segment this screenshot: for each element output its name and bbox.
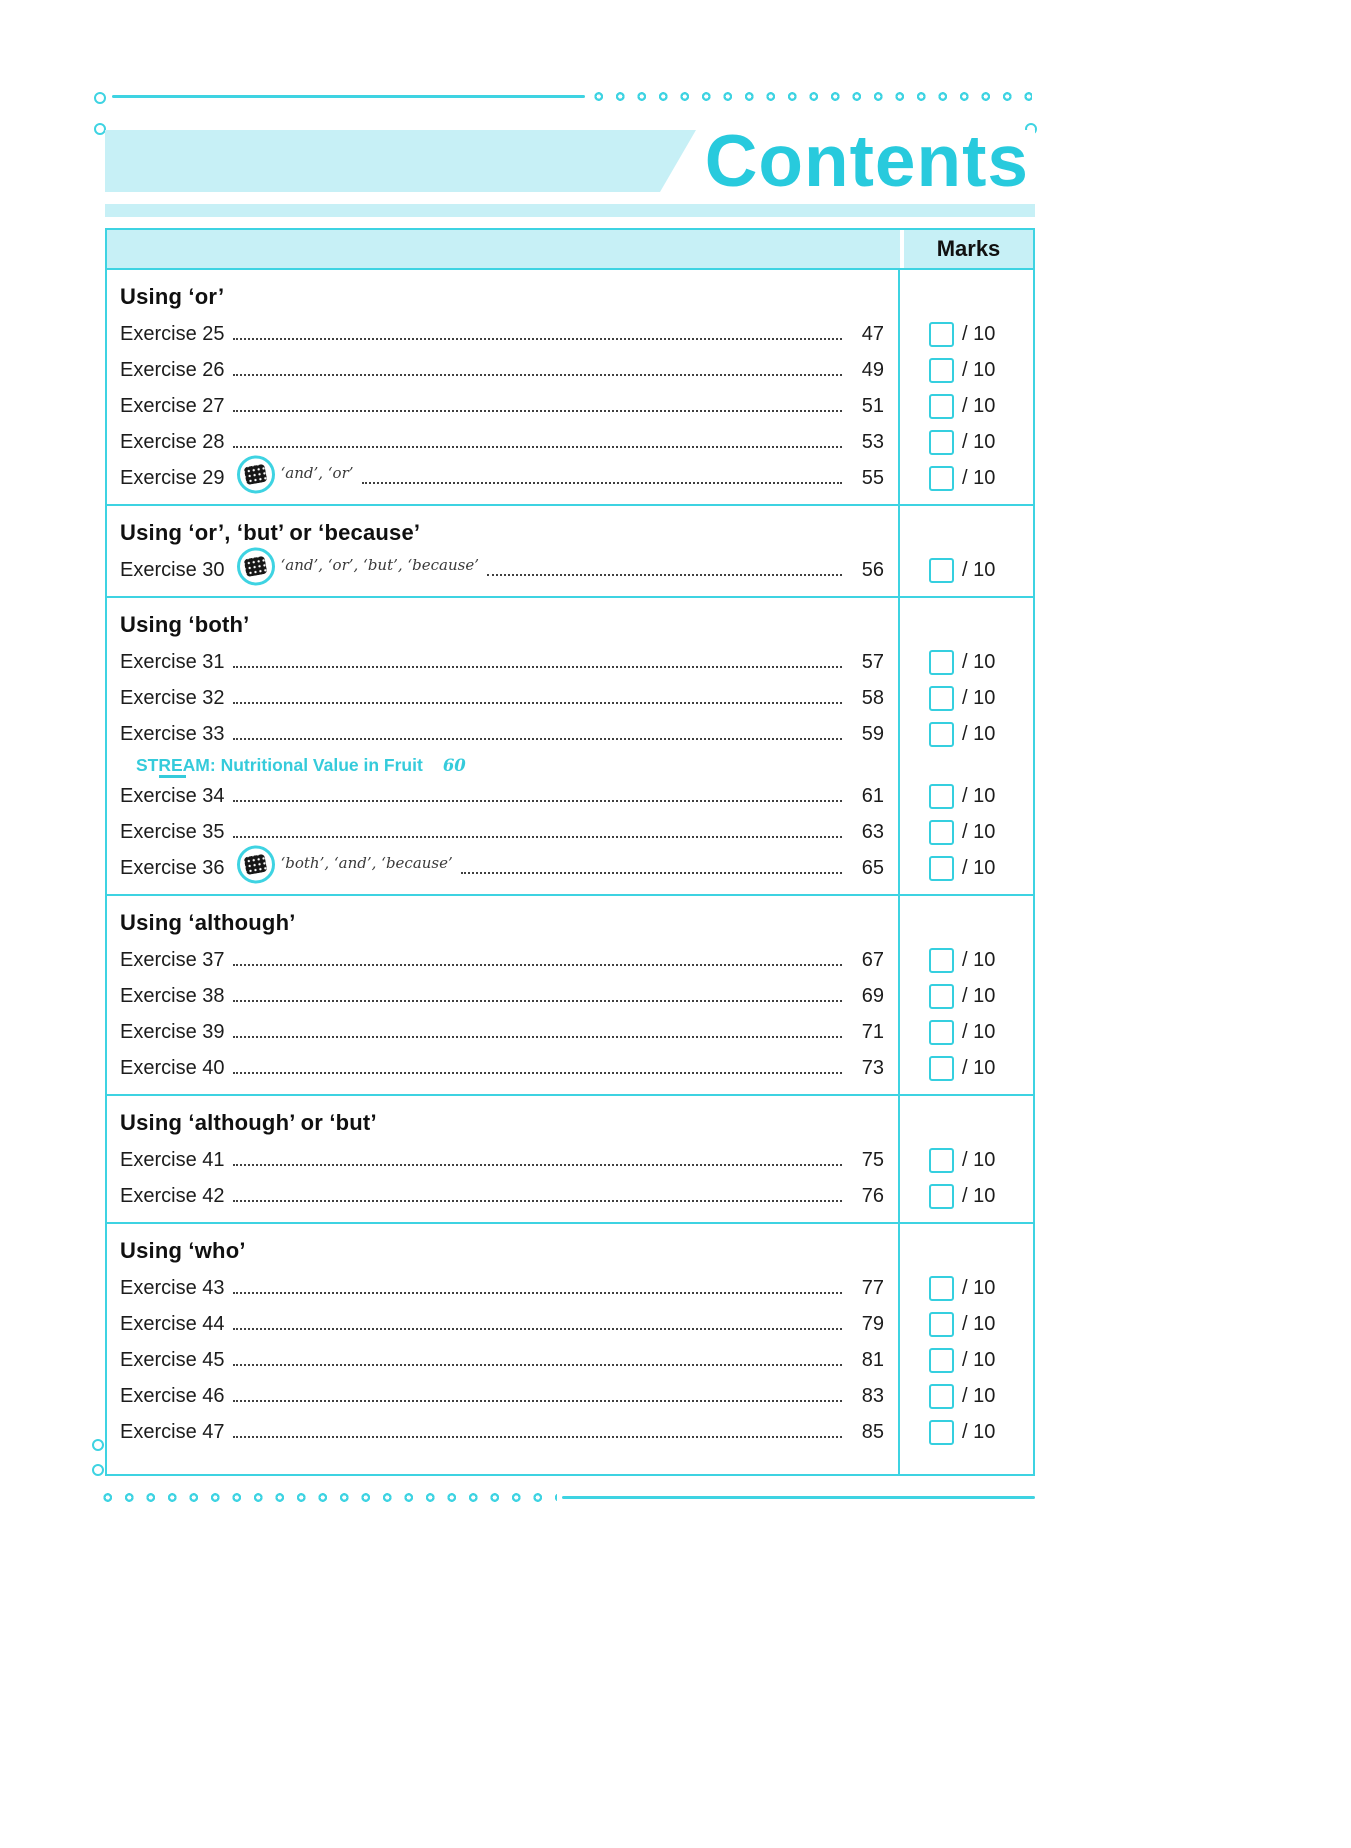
section-heading-row: [107, 1104, 1033, 1142]
exercise-row: [107, 1142, 1033, 1178]
marks-checkbox[interactable]: [929, 430, 954, 455]
marks-checkbox[interactable]: [929, 984, 954, 1009]
table-header-main: [107, 230, 900, 268]
marks-label: / 10: [962, 1312, 996, 1335]
exercise-row: [107, 316, 1033, 352]
marks-cell: [900, 558, 1033, 583]
marks-checkbox[interactable]: [929, 1312, 954, 1337]
marks-label: / 10: [962, 984, 996, 1007]
exercise-label: Exercise 34: [120, 784, 225, 807]
dotted-leader: [233, 1200, 843, 1202]
banner-underline: [105, 204, 1035, 217]
marks-label: / 10: [962, 856, 996, 879]
exercise-label: Exercise 43: [120, 1276, 225, 1299]
marks-checkbox[interactable]: [929, 948, 954, 973]
marks-cell: [900, 466, 1033, 491]
revision-badge-grid-icon: [244, 853, 268, 874]
exercise-label: Exercise 38: [120, 984, 225, 1007]
dotted-leader: [233, 964, 843, 966]
marks-cell: [900, 948, 1033, 973]
marks-checkbox[interactable]: [929, 1384, 954, 1409]
marks-label: / 10: [962, 394, 996, 417]
exercise-row: [107, 1050, 1033, 1086]
exercise-row: [107, 644, 1033, 680]
marks-label: / 10: [962, 430, 996, 453]
page-number: 77: [861, 1276, 884, 1299]
revision-badge-grid-icon: [244, 555, 268, 576]
marks-label: / 10: [962, 1348, 996, 1371]
marks-label: / 10: [962, 820, 996, 843]
marks-cell: [900, 1276, 1033, 1301]
section-heading-cell: [107, 612, 900, 638]
section-heading: Using ‘or’, ‘but’ or ‘because’: [120, 520, 421, 545]
page-number: 69: [861, 984, 884, 1007]
exercise-row: [107, 680, 1033, 716]
marks-cell: [900, 1348, 1033, 1373]
decorative-line-top: [112, 95, 585, 98]
exercise-cell: [107, 1349, 900, 1372]
section-heading: Using ‘or’: [120, 284, 225, 309]
section-heading: Using ‘although’: [120, 910, 296, 935]
exercise-label: Exercise 33: [120, 722, 225, 745]
table-header: [107, 230, 1033, 268]
dotted-leader: [233, 410, 843, 412]
decorative-line-bottom: [562, 1496, 1035, 1499]
exercise-cell: [107, 1313, 900, 1336]
contents-body: [107, 268, 1033, 1474]
exercise-row: [107, 352, 1033, 388]
dotted-leader: [233, 1436, 843, 1438]
dotted-leader: [233, 1164, 843, 1166]
exercise-label: Exercise 42: [120, 1184, 225, 1207]
exercise-label: Exercise 30: [120, 558, 225, 581]
exercise-row: [107, 1014, 1033, 1050]
dotted-leader: [233, 338, 843, 340]
marks-checkbox[interactable]: [929, 558, 954, 583]
toc-section: [107, 894, 1033, 1094]
marks-cell: [900, 820, 1033, 845]
exercise-row: [107, 978, 1033, 1014]
revision-badge: [235, 463, 354, 488]
exercise-label: Exercise 35: [120, 820, 225, 843]
marks-checkbox[interactable]: [929, 1348, 954, 1373]
decorative-dots-bottom: [97, 1492, 557, 1503]
revision-badge: [235, 555, 480, 580]
marks-checkbox[interactable]: [929, 394, 954, 419]
marks-checkbox[interactable]: [929, 1020, 954, 1045]
marks-checkbox[interactable]: [929, 856, 954, 881]
section-heading-row: [107, 606, 1033, 644]
exercise-cell: [107, 1021, 900, 1044]
exercise-cell: [107, 555, 900, 582]
revision-badge-grid-icon: [244, 463, 268, 484]
page-number: 79: [861, 1312, 884, 1335]
page-number: 51: [861, 394, 884, 417]
dotted-leader: [233, 1036, 843, 1038]
marks-cell: [900, 1312, 1033, 1337]
exercise-cell: [107, 431, 900, 454]
stream-row: [107, 752, 1033, 778]
exercise-label: Exercise 27: [120, 394, 225, 417]
page-number: 56: [861, 558, 884, 581]
exercise-cell: [107, 1421, 900, 1444]
toc-section: [107, 268, 1033, 504]
exercise-label: Exercise 40: [120, 1056, 225, 1079]
marks-cell: [900, 1148, 1033, 1173]
exercise-label: Exercise 45: [120, 1348, 225, 1371]
page-number: 71: [861, 1020, 884, 1043]
page-number: 73: [861, 1056, 884, 1079]
contents-table: [105, 228, 1035, 1476]
exercise-cell: [107, 323, 900, 346]
decorative-ring-icon: [92, 1439, 104, 1451]
title-banner: [105, 121, 1035, 202]
marks-label: / 10: [962, 686, 996, 709]
exercise-cell: [107, 821, 900, 844]
revision-badge-icon: [237, 845, 275, 883]
dotted-leader: [233, 836, 843, 838]
exercise-cell: [107, 651, 900, 674]
page-number: 47: [861, 322, 884, 345]
exercise-label: Exercise 26: [120, 358, 225, 381]
page-number: 65: [861, 856, 884, 879]
marks-checkbox[interactable]: [929, 1184, 954, 1209]
marks-label: / 10: [962, 558, 996, 581]
page-number: 59: [861, 722, 884, 745]
section-heading-row: [107, 514, 1033, 552]
stream-label: STREAM: Nutritional Value in Fruit: [120, 755, 423, 776]
page-number: 85: [861, 1420, 884, 1443]
marks-checkbox[interactable]: [929, 358, 954, 383]
marks-label: / 10: [962, 784, 996, 807]
dotted-leader: [233, 446, 843, 448]
marks-label: / 10: [962, 948, 996, 971]
toc-section: [107, 1094, 1033, 1222]
exercise-row: [107, 388, 1033, 424]
marks-column-divider: [898, 268, 901, 1474]
revision-badge-icon: [237, 455, 275, 493]
toc-section: [107, 504, 1033, 596]
marks-checkbox[interactable]: [929, 1276, 954, 1301]
exercise-cell: [107, 395, 900, 418]
exercise-label: Exercise 37: [120, 948, 225, 971]
page-number: 53: [861, 430, 884, 453]
marks-cell: [900, 784, 1033, 809]
marks-cell: [900, 650, 1033, 675]
exercise-cell: [107, 1149, 900, 1172]
section-heading-cell: [107, 284, 900, 310]
dotted-leader: [233, 1364, 843, 1366]
exercise-cell: [107, 1057, 900, 1080]
marks-checkbox[interactable]: [929, 650, 954, 675]
marks-checkbox[interactable]: [929, 1056, 954, 1081]
exercise-label: Exercise 25: [120, 322, 225, 345]
exercise-label: Exercise 41: [120, 1148, 225, 1171]
dotted-leader: [233, 1400, 843, 1402]
marks-label: / 10: [962, 1184, 996, 1207]
page-number: 63: [861, 820, 884, 843]
section-heading: Using ‘both’: [120, 612, 250, 637]
toc-section: [107, 1222, 1033, 1474]
marks-checkbox[interactable]: [929, 722, 954, 747]
marks-checkbox[interactable]: [929, 686, 954, 711]
stream-cell: [107, 755, 900, 776]
exercise-cell: [107, 1185, 900, 1208]
marks-cell: [900, 856, 1033, 881]
exercise-cell: [107, 723, 900, 746]
exercise-row: [107, 850, 1033, 886]
marks-cell: [900, 722, 1033, 747]
toc-section: [107, 596, 1033, 894]
decorative-dots-top: [588, 91, 1032, 102]
marks-column-header: Marks: [900, 230, 1033, 268]
revision-badge-text: ‘and’, ‘or’, ‘but’, ‘because’: [280, 555, 480, 574]
marks-cell: [900, 322, 1033, 347]
exercise-row: [107, 460, 1033, 496]
section-heading-cell: [107, 1238, 900, 1264]
page-number: 55: [861, 466, 884, 489]
dotted-leader: [233, 800, 843, 802]
page-number: 83: [861, 1384, 884, 1407]
exercise-cell: [107, 785, 900, 808]
exercise-cell: [107, 853, 900, 880]
dotted-leader: [233, 1072, 843, 1074]
exercise-cell: [107, 359, 900, 382]
page-number: 75: [861, 1148, 884, 1171]
marks-cell: [900, 1184, 1033, 1209]
section-heading-row: [107, 1232, 1033, 1270]
marks-cell: [900, 984, 1033, 1009]
dotted-leader: [233, 1292, 843, 1294]
marks-cell: [900, 430, 1033, 455]
exercise-row: [107, 1378, 1033, 1414]
marks-cell: [900, 1384, 1033, 1409]
section-heading-cell: [107, 1110, 900, 1136]
exercise-cell: [107, 1277, 900, 1300]
marks-label: / 10: [962, 1384, 996, 1407]
marks-label: / 10: [962, 1148, 996, 1171]
marks-cell: [900, 686, 1033, 711]
marks-cell: [900, 394, 1033, 419]
marks-label: / 10: [962, 1276, 996, 1299]
exercise-row: [107, 552, 1033, 588]
marks-cell: [900, 1056, 1033, 1081]
marks-label: / 10: [962, 1420, 996, 1443]
exercise-label: Exercise 32: [120, 686, 225, 709]
page-title: Contents: [704, 121, 1029, 202]
exercise-cell: [107, 687, 900, 710]
page-number: 76: [861, 1184, 884, 1207]
marks-label: / 10: [962, 1056, 996, 1079]
dotted-leader: [233, 1000, 843, 1002]
exercise-row: [107, 1178, 1033, 1214]
revision-badge: [235, 853, 453, 878]
exercise-label: Exercise 36: [120, 856, 225, 879]
exercise-row: [107, 1342, 1033, 1378]
page-number: 58: [861, 686, 884, 709]
exercise-label: Exercise 47: [120, 1420, 225, 1443]
marks-label: / 10: [962, 722, 996, 745]
exercise-row: [107, 424, 1033, 460]
exercise-label: Exercise 28: [120, 430, 225, 453]
dotted-leader: [233, 666, 843, 668]
exercise-label: Exercise 29: [120, 466, 225, 489]
exercise-label: Exercise 44: [120, 1312, 225, 1335]
exercise-row: [107, 1414, 1033, 1450]
exercise-row: [107, 942, 1033, 978]
decorative-ring-icon: [92, 1464, 104, 1476]
dotted-leader: [233, 738, 843, 740]
marks-cell: [900, 1020, 1033, 1045]
exercise-row: [107, 1270, 1033, 1306]
dotted-leader: [362, 482, 842, 484]
section-heading: Using ‘who’: [120, 1238, 246, 1263]
page-number: 49: [861, 358, 884, 381]
exercise-label: Exercise 31: [120, 650, 225, 673]
exercise-row: [107, 814, 1033, 850]
marks-checkbox[interactable]: [929, 820, 954, 845]
exercise-label: Exercise 46: [120, 1384, 225, 1407]
dotted-leader: [233, 1328, 843, 1330]
section-heading-row: [107, 278, 1033, 316]
marks-cell: [900, 1420, 1033, 1445]
dotted-leader: [487, 574, 842, 576]
marks-label: / 10: [962, 466, 996, 489]
marks-checkbox[interactable]: [929, 1148, 954, 1173]
marks-checkbox[interactable]: [929, 784, 954, 809]
exercise-row: [107, 716, 1033, 752]
marks-checkbox[interactable]: [929, 466, 954, 491]
revision-badge-icon: [237, 547, 275, 585]
exercise-cell: [107, 1385, 900, 1408]
dotted-leader: [233, 702, 843, 704]
decorative-ring-icon: [94, 92, 106, 104]
marks-cell: [900, 358, 1033, 383]
page-number: 81: [861, 1348, 884, 1371]
dotted-leader: [233, 374, 843, 376]
page-number: 61: [861, 784, 884, 807]
section-heading-cell: [107, 910, 900, 936]
page-number: 67: [861, 948, 884, 971]
page-number: 57: [861, 650, 884, 673]
exercise-cell: [107, 949, 900, 972]
stream-page-number: 60: [442, 755, 466, 775]
revision-badge-text: ‘both’, ‘and’, ‘because’: [280, 853, 453, 872]
exercise-row: [107, 1306, 1033, 1342]
revision-badge-text: ‘and’, ‘or’: [280, 463, 354, 482]
marks-label: / 10: [962, 1020, 996, 1043]
marks-checkbox[interactable]: [929, 1420, 954, 1445]
marks-label: / 10: [962, 650, 996, 673]
exercise-row: [107, 778, 1033, 814]
marks-label: / 10: [962, 358, 996, 381]
exercise-cell: [107, 985, 900, 1008]
exercise-label: Exercise 39: [120, 1020, 225, 1043]
section-heading-cell: [107, 520, 900, 546]
marks-checkbox[interactable]: [929, 322, 954, 347]
marks-label: / 10: [962, 322, 996, 345]
section-heading: Using ‘although’ or ‘but’: [120, 1110, 377, 1135]
section-heading-row: [107, 904, 1033, 942]
exercise-cell: [107, 463, 900, 490]
dotted-leader: [461, 872, 842, 874]
